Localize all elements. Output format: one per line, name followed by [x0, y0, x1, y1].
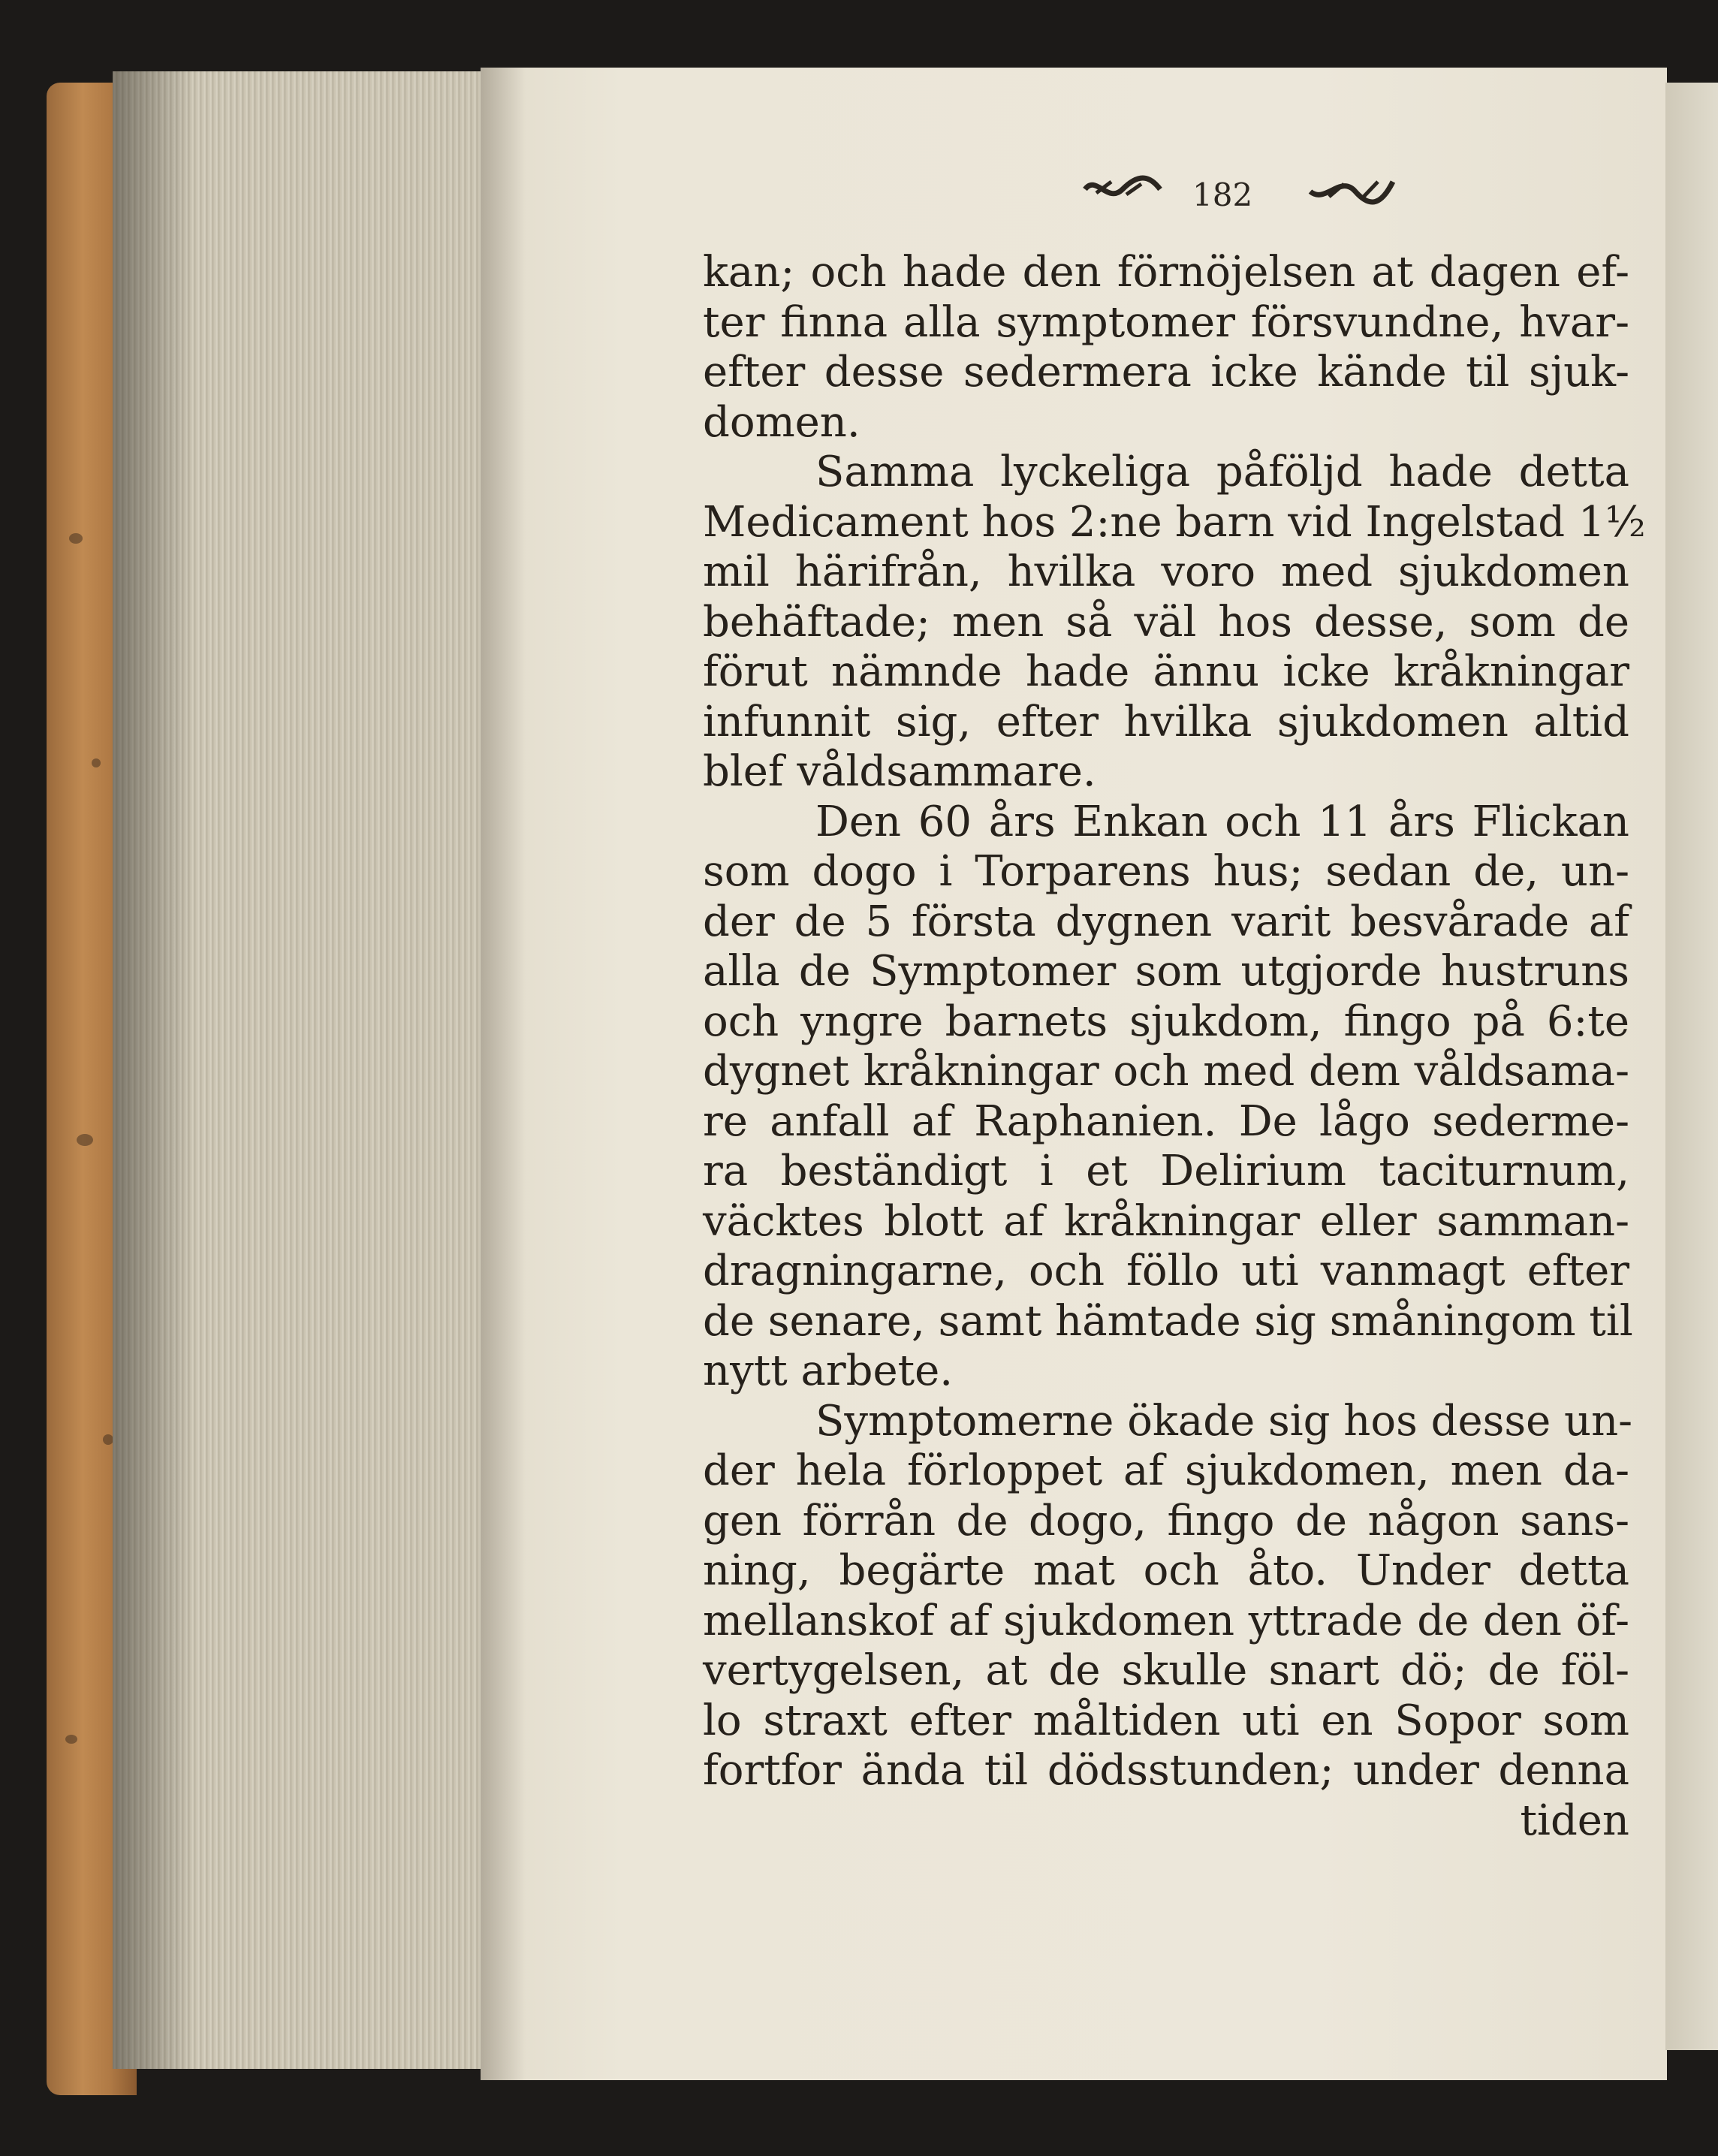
text-line: fortfor ända til dödsstunden; under denna: [703, 1746, 1629, 1795]
text-line: lo straxt efter måltiden uti en Sopor som: [703, 1696, 1629, 1745]
text-line: Symptomerne ökade sig hos desse un-: [815, 1396, 1633, 1446]
page-body-text: [703, 248, 1646, 1846]
text-line: nytt arbete.: [703, 1346, 954, 1395]
text-line: re anfall af Raphanien. De lågo sederme-: [703, 1096, 1629, 1146]
text-line: ning, begärte mat och åto. Under detta: [703, 1546, 1629, 1595]
text-line: förut nämnde hade ännu icke kråkningar: [703, 647, 1629, 696]
ornament-left-icon: [1081, 170, 1164, 208]
text-line: der hela förloppet af sjukdomen, men da-: [703, 1446, 1629, 1495]
catchword: tiden: [1520, 1796, 1629, 1845]
ornament-right-icon: [1307, 170, 1397, 208]
text-line: gen förrån de dogo, fingo de någon sans-: [703, 1496, 1629, 1545]
text-line: och yngre barnets sjukdom, fingo på 6:te: [703, 997, 1629, 1046]
text-line: dragningarne, och föllo uti vanmagt efter: [703, 1247, 1629, 1295]
text-line: de senare, samt hämtade sig småningom til: [703, 1296, 1633, 1346]
text-line: efter desse sedermera icke kände til sjuk-: [703, 348, 1629, 397]
page-header: [1081, 161, 1397, 229]
text-line: mil härifrån, hvilka voro med sjukdomen: [703, 547, 1629, 596]
text-line: dygnet kråkningar och med dem våldsama-: [703, 1047, 1629, 1096]
facing-page-edge: [1665, 83, 1718, 2050]
text-line: infunnit sig, efter hvilka sjukdomen altid: [703, 697, 1629, 746]
text-line: der de 5 första dygnen varit besvårade af: [703, 897, 1629, 946]
text-line: blef våldsammare.: [703, 747, 1096, 796]
text-line: mellanskof af sjukdomen yttrade de den öf-: [703, 1596, 1629, 1645]
text-line: alla de Symptomer som utgjorde hustruns: [703, 947, 1629, 996]
text-line: kan; och hade den förnöjelsen at dagen ef-: [703, 248, 1629, 297]
text-line: behäftade; men så väl hos desse, som de: [703, 597, 1629, 647]
text-line: som dogo i Torparens hus; sedan de, un-: [703, 847, 1629, 896]
text-line: väcktes blott af kråkningar eller samman-: [703, 1196, 1629, 1246]
text-line: Samma lyckeliga påföljd hade detta: [815, 448, 1629, 496]
page-number: 182: [1192, 176, 1253, 213]
text-line: Den 60 års Enkan och 11 års Flickan: [815, 797, 1629, 846]
text-line: domen.: [703, 397, 861, 447]
text-line: ter finna alla symptomer försvundne, hvar-: [703, 297, 1629, 347]
text-line: ra beständigt i et Delirium taciturnum,: [703, 1147, 1629, 1196]
text-line: vertygelsen, at de skulle snart dö; de föl-: [703, 1646, 1629, 1695]
text-line: Medicament hos 2:ne barn vid Ingelstad 1½: [703, 497, 1646, 547]
